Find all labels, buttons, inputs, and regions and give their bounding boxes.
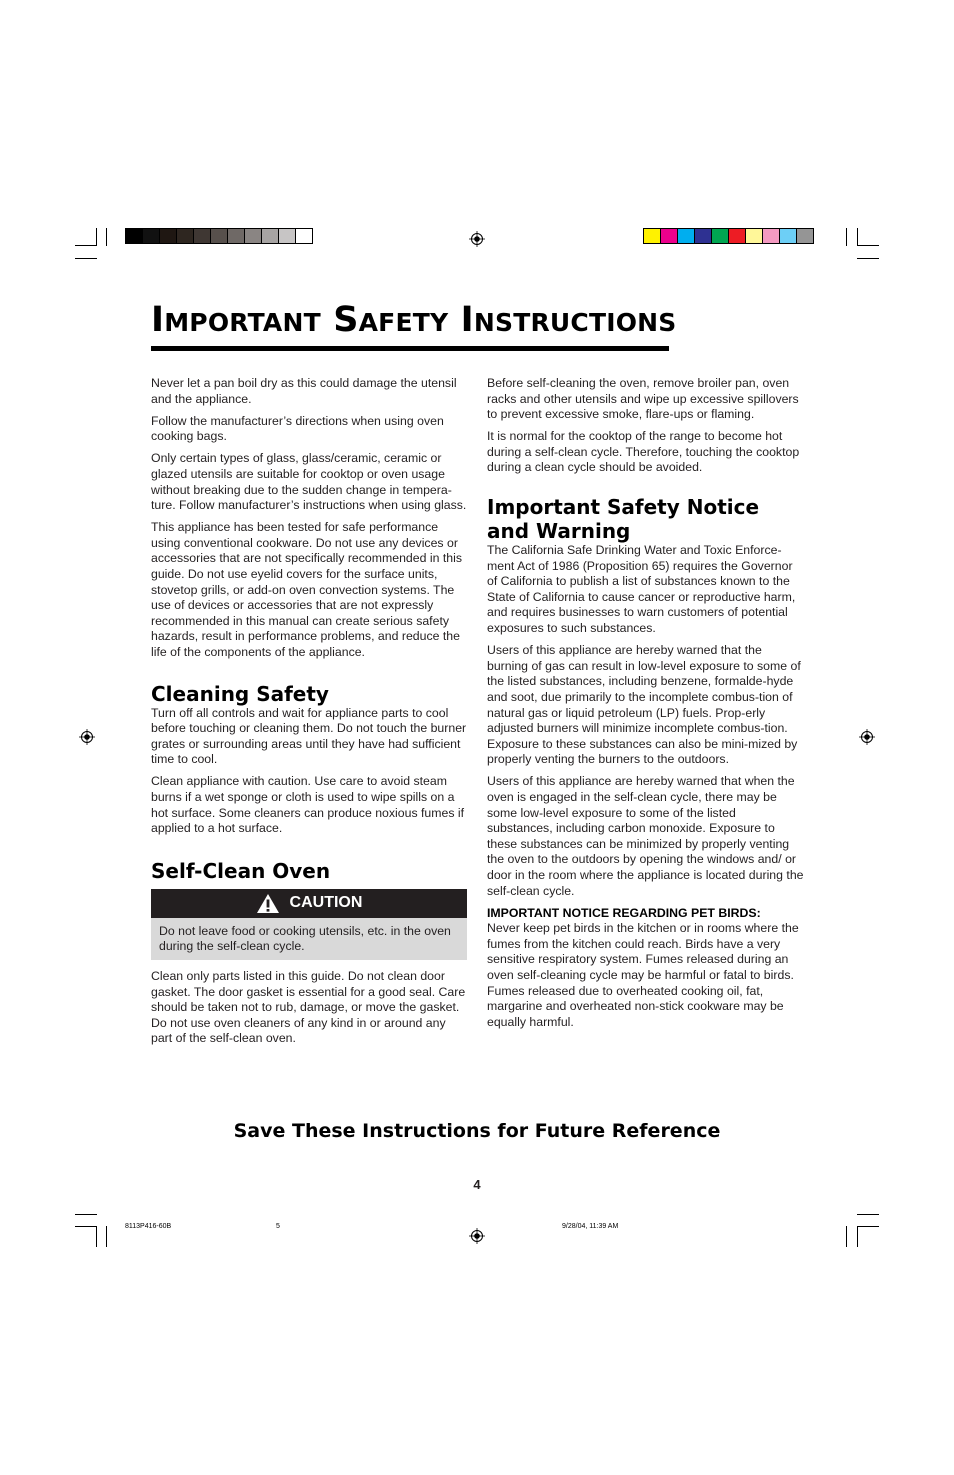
color-swatch — [796, 229, 813, 243]
warning-triangle-icon — [256, 893, 280, 914]
color-swatch — [261, 229, 278, 243]
caution-label: CAUTION — [289, 894, 363, 912]
color-swatch — [227, 229, 244, 243]
self-clean-oven-heading: Self-Clean Oven — [151, 858, 331, 883]
color-swatch — [278, 229, 295, 243]
paragraph: Clean only parts listed in this guide. Do not clean door gasket. The door gasket is essential for a good seal. Care should be taken not to rub, damage, or move the gasket. Do not use oven cleaners of any kind in or around any part of the self-clean oven. — [151, 969, 466, 1046]
slug-file-name: 8113P416-60B — [125, 1223, 172, 1230]
left-column — [151, 376, 469, 1054]
right-column — [487, 376, 804, 1037]
registration-mark-icon — [79, 729, 95, 745]
paragraph: It is normal for the cooktop of the range to become hot during a self-clean cycle. Therefore, touching the cooktop during a clean cycle should be avoided. — [487, 429, 800, 475]
paragraph: This appliance has been tested for safe performance using conventional cookware. Do not use any devices or accessories that are not specifically recommended in this guide. Do not use eyelid covers for the surface units, stovetop grills, or add-on oven convection systems. The use of devices or accessories that are not expressly recommended in this manual can create serious safety hazards, result in performance problems, and reduce the life of the components of the appliance. — [151, 520, 462, 659]
color-swatch — [779, 229, 796, 243]
slug-page: 5 — [276, 1223, 280, 1230]
paragraph: Turn off all controls and wait for appliance parts to cool before touching or cleaning them. Do not touch the burner grates or surrounding areas until they have had sufficient time to cool. — [151, 705, 467, 767]
grayscale-color-bar — [125, 228, 313, 244]
color-swatch — [210, 229, 227, 243]
color-swatch — [762, 229, 779, 243]
paragraph: Only certain types of glass, glass/ceramic, ceramic or glazed utensils are suitable for cooktop or oven usage without breaking due to the sudden change in tempera-ture. Follow manufacturer’s instructions when using glass. — [151, 451, 467, 513]
page-number: 4 — [473, 1177, 481, 1192]
caution-header — [151, 889, 467, 918]
title-rule — [151, 346, 669, 351]
paragraph: Clean appliance with caution. Use care to avoid steam burns if a wet sponge or cloth is used to wipe spills on a hot surface. Some cleaners can produce noxious fumes if applied to a hot surface. — [151, 774, 465, 836]
registration-mark-icon — [469, 231, 485, 247]
slug-timestamp: 9/28/04, 11:39 AM — [562, 1223, 619, 1230]
caution-text: Do not leave food or cooking utensils, etc. in the oven during the self-clean cycle. — [151, 918, 467, 960]
color-swatch — [295, 229, 312, 243]
registration-mark-icon — [859, 729, 875, 745]
color-swatch — [176, 229, 193, 243]
color-swatch — [159, 229, 176, 243]
color-swatch — [745, 229, 762, 243]
pet-birds-heading: IMPORTANT NOTICE REGARDING PET BIRDS: — [487, 905, 761, 920]
paragraph: Never keep pet birds in the kitchen or in rooms where the fumes from the kitchen could reach. Birds have a very sensitive respiratory system. Fumes released during an oven self-cleaning cycle may be harmful or fatal to birds. Fumes released due to overheated cooking oil, fat, margarine and overheated non-stick cookware may be equally harmful. — [487, 921, 799, 1029]
color-swatch — [244, 229, 261, 243]
paragraph: Follow the manufacturer’s directions when using oven cooking bags. — [151, 413, 444, 444]
color-swatch — [193, 229, 210, 243]
color-swatch — [711, 229, 728, 243]
paragraph: Never let a pan boil dry as this could damage the utensil and the appliance. — [151, 376, 457, 406]
paragraph: The California Safe Drinking Water and Toxic Enforce-ment Act of 1986 (Proposition 65) requires the Governor of California to publish a list of substances known to the State of California to cause cancer or reproductive harm, and requires businesses to warn customers of potential exposures to such substances. — [487, 543, 796, 636]
save-instructions-banner: Save These Instructions for Future Reference — [233, 1120, 721, 1142]
cleaning-safety-heading: Cleaning Safety — [151, 681, 329, 706]
color-swatch — [126, 229, 142, 243]
color-swatch — [728, 229, 745, 243]
paragraph: Users of this appliance are hereby warned that when the oven is engaged in the self-clean cycle, there may be some low-level exposure to some of the listed substances, including carbon monoxide. Exposure to these substances can be minimized by properly venting the oven to the outdoors by opening the windows and/ or door in the room where the appliance is located during the self-clean cycle. — [487, 774, 804, 898]
color-swatch — [644, 229, 660, 243]
color-swatch — [142, 229, 159, 243]
color-swatch — [694, 229, 711, 243]
registration-mark-icon — [469, 1228, 485, 1244]
paragraph: Before self-cleaning the oven, remove broiler pan, oven racks and other utensils and wipe up excessive spillovers to prevent excessive smoke, flare-ups or flaming. — [487, 376, 799, 422]
page-title: Important Safety Instructions — [151, 300, 677, 340]
process-color-bar — [643, 228, 814, 244]
color-swatch — [677, 229, 694, 243]
safety-notice-heading: Important Safety Notice and Warning — [487, 495, 760, 544]
color-swatch — [660, 229, 677, 243]
paragraph: Users of this appliance are hereby warned that the burning of gas can result in low-level exposure to some of the listed substances, including benzene, formalde-hyde and soot, due primarily to the incomplete combus-tion of natural gas or liquid petroleum (LP) fuels. Prop-erly adjusted burners will minimize incomplete combus-tion. Exposure to these substances can also be mini-mized by properly venting the burners to the outdoors. — [487, 643, 801, 767]
caution-box — [151, 889, 467, 960]
